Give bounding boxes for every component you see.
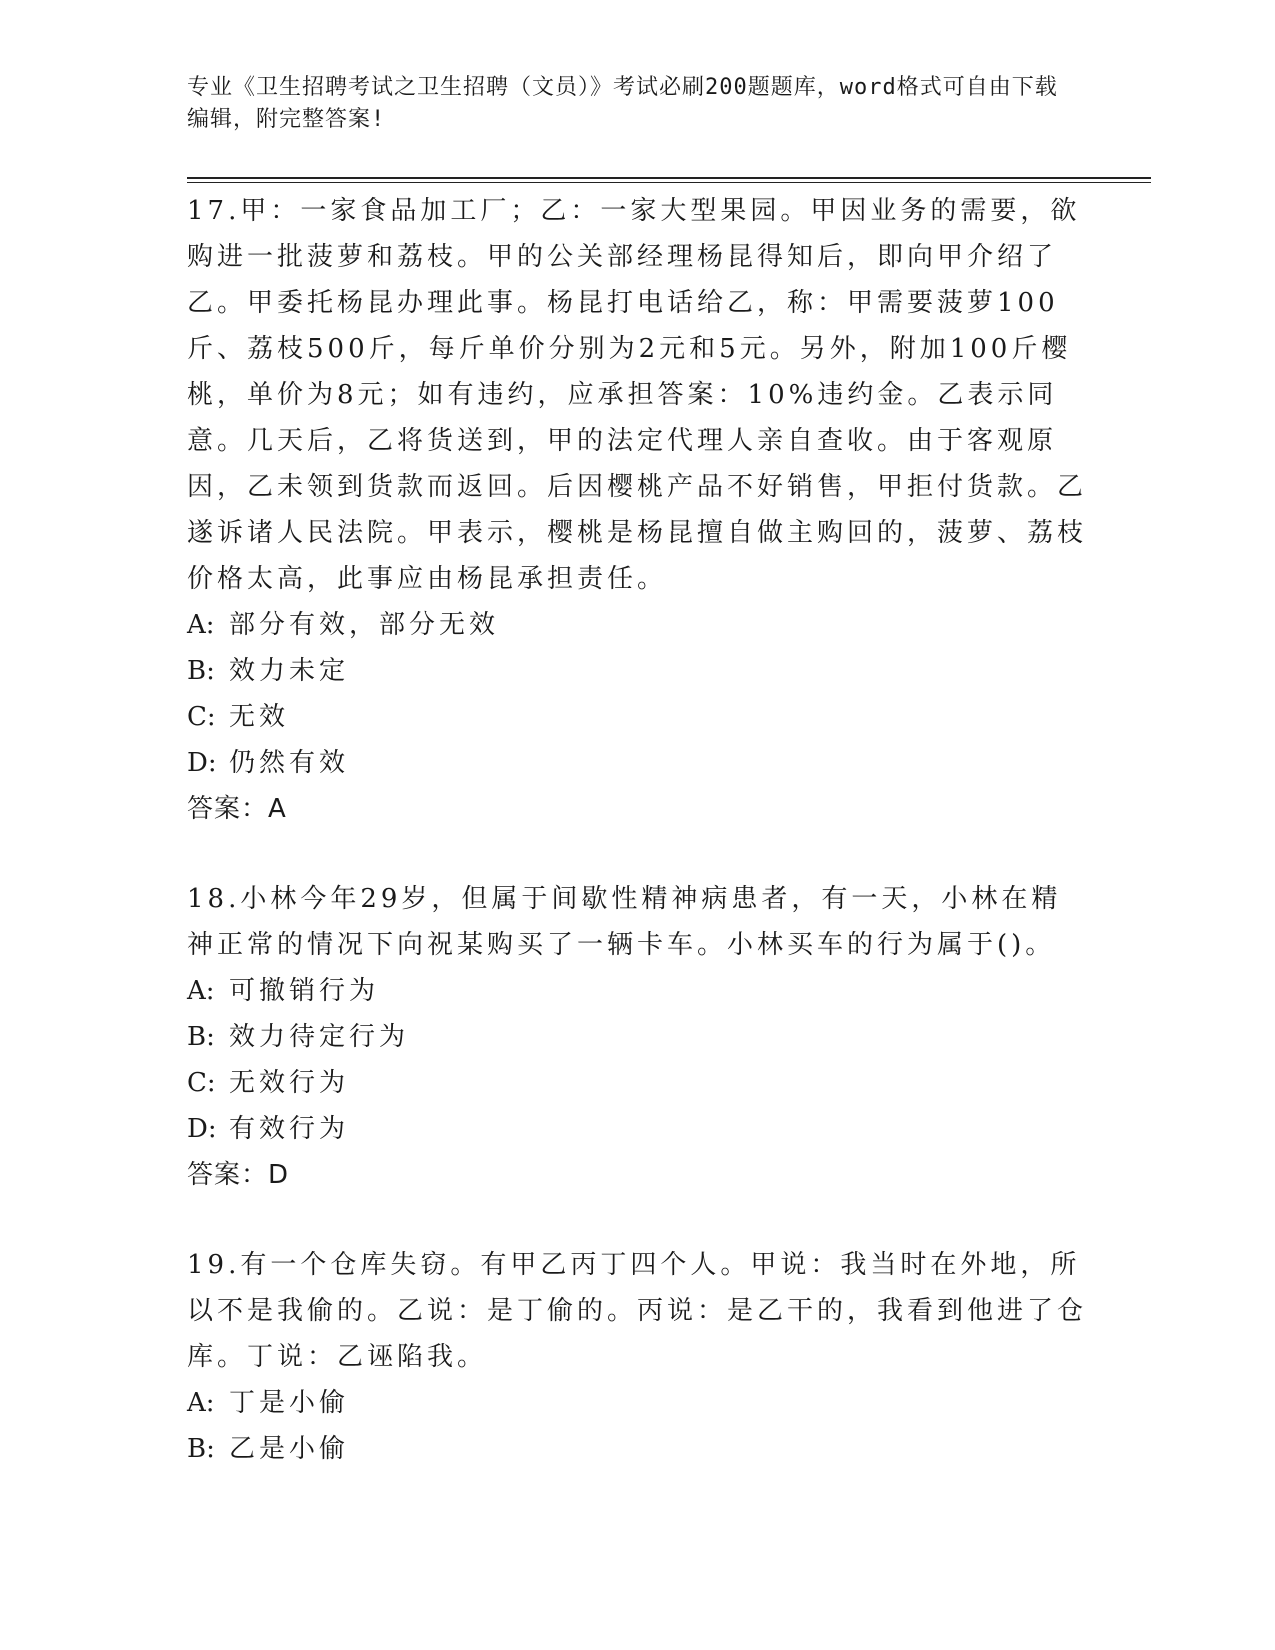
option-letter: D: [187,1114,217,1144]
option-a [187,602,1087,648]
spacer [187,832,1087,876]
option-letter: B: [187,1434,215,1464]
document-header: 专业《卫生招聘考试之卫生招聘（文员）》考试必刷200题题库，word格式可自由下载编辑，附完整答案! [187,75,1058,132]
option-text: 丁是小偷 [229,1388,350,1418]
option-text: 无效 [229,702,290,732]
option-letter: C: [187,1068,216,1098]
option-b [187,1426,1087,1472]
option-letter: A: [187,610,215,640]
option-d [187,740,1087,786]
question-text: 18.小林今年29岁，但属于间歇性精神病患者，有一天，小林在精神正常的情况下向祝某购买了一辆卡车。小林买车的行为属于()。 [187,884,1062,960]
answer-line: 答案：A [187,794,287,824]
option-text: 部分有效，部分无效 [229,610,500,640]
option-letter: A: [187,1388,215,1418]
option-letter: C: [187,702,216,732]
question-text: 19.有一个仓库失窃。有甲乙丙丁四个人。甲说：我当时在外地，所以不是我偷的。乙说：是丁偷的。丙说：是乙干的，我看到他进了仓库。丁说：乙诬陷我。 [187,1250,1088,1372]
option-letter: A: [187,976,215,1006]
header-rule-thick [187,177,1151,179]
question-19 [187,1242,1087,1472]
answer-line: 答案：D [187,1160,290,1190]
option-letter: D: [187,748,217,778]
option-b [187,648,1087,694]
option-c [187,1060,1087,1106]
spacer [187,1198,1087,1242]
option-text: 仍然有效 [229,748,350,778]
question-17 [187,188,1087,832]
header-rule-thin [187,182,1151,183]
question-18 [187,876,1087,1198]
option-text: 效力未定 [229,656,350,686]
option-text: 无效行为 [229,1068,350,1098]
option-b [187,1014,1087,1060]
option-d [187,1106,1087,1152]
option-letter: B: [187,1022,215,1052]
option-a [187,1380,1087,1426]
option-text: 乙是小偷 [229,1434,350,1464]
option-letter: B: [187,656,215,686]
option-text: 有效行为 [229,1114,350,1144]
option-text: 可撤销行为 [229,976,380,1006]
option-text: 效力待定行为 [229,1022,410,1052]
option-c [187,694,1087,740]
question-list [187,188,1087,1472]
option-a [187,968,1087,1014]
question-text: 17.甲：一家食品加工厂；乙：一家大型果园。甲因业务的需要，欲购进一批菠萝和荔枝。甲的公关部经理杨昆得知后，即向甲介绍了乙。甲委托杨昆办理此事。杨昆打电话给乙，称：甲需要菠萝100斤、荔枝500斤，每斤单价分别为2元和5元。另外，附加100斤樱桃，单价为8元；如有违约，应承担答案：10%违约金。乙表示同意。几天后，乙将货送到，甲的法定代理人亲自查收。由于客观原因，乙未领到货款而返回。后因樱桃产品不好销售，甲拒付货款。乙遂诉诸人民法院。甲表示，樱桃是杨昆擅自做主购回的，菠萝、荔枝价格太高，此事应由杨昆承担责任。 [187,196,1088,594]
